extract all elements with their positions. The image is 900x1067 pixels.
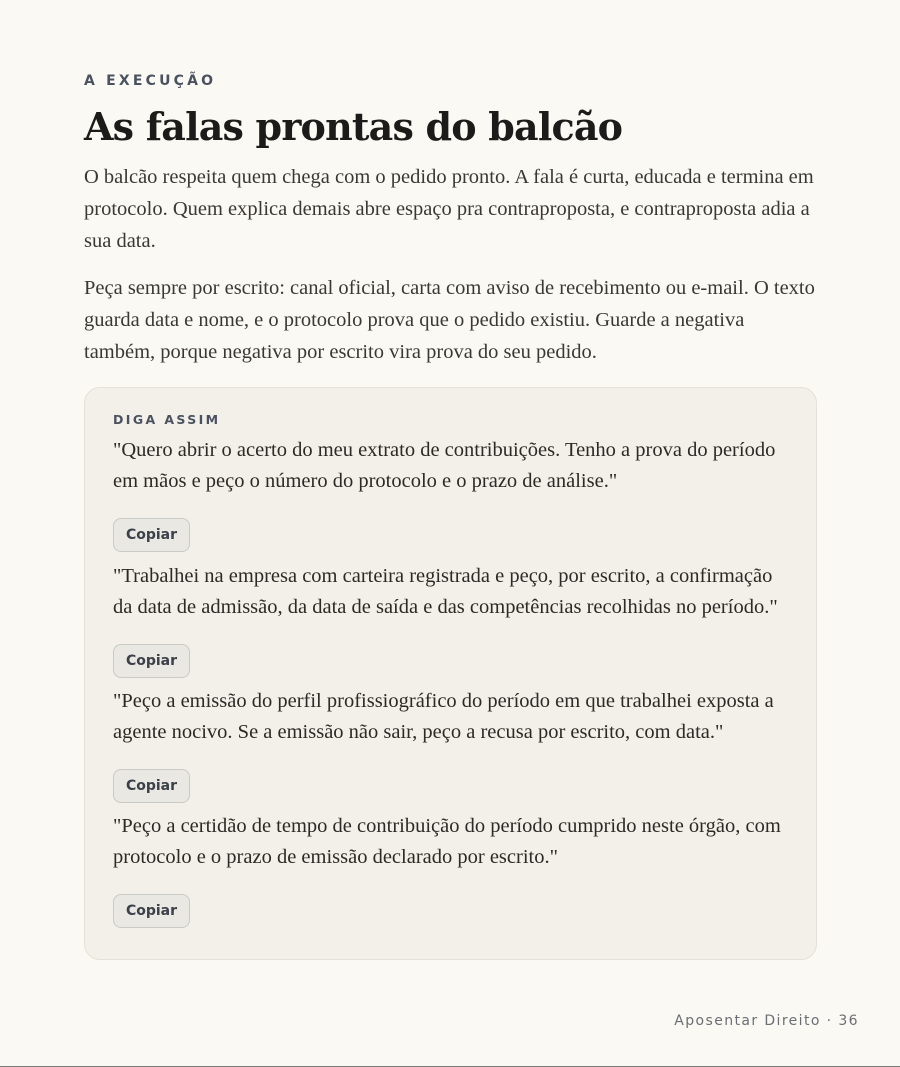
script-quote: "Quero abrir o acerto do meu extrato de contribuições. Tenho a prova do período em mãos e peço o número do protocolo e o prazo de análise." — [113, 439, 776, 492]
section-eyebrow: A EXECUÇÃO — [84, 73, 217, 89]
card-label: DIGA ASSIM — [113, 412, 221, 427]
page-title: As falas prontas do balcão — [84, 104, 623, 149]
copy-button[interactable]: Copiar — [113, 894, 190, 928]
script-quote: "Peço a emissão do perfil profissiográfico do período em que trabalhei exposta a agente nocivo. Se a emissão não sair, peço a recusa por escrito, com data." — [113, 690, 774, 743]
page-footer: Aposentar Direito · 36 — [674, 1013, 859, 1029]
intro-paragraph: O balcão respeita quem chega com o pedido pronto. A fala é curta, educada e termina em protocolo. Quem explica demais abre espaço pra contraproposta, e contraproposta adia a sua data. — [84, 166, 814, 252]
copy-button[interactable]: Copiar — [113, 518, 190, 552]
instructions-paragraph: Peça sempre por escrito: canal oficial, carta com aviso de recebimento ou e-mail. O texto guarda data e nome, e o protocolo prova que o pedido existiu. Guarde a negativa também, porque negativa por escrito vira prova do seu pedido. — [84, 277, 815, 363]
copy-button[interactable]: Copiar — [113, 769, 190, 803]
script-quote: "Trabalhei na empresa com carteira registrada e peço, por escrito, a confirmação da data de admissão, da data de saída e das competências recolhidas no período." — [113, 565, 778, 618]
copy-button[interactable]: Copiar — [113, 644, 190, 678]
script-quote: "Peço a certidão de tempo de contribuição do período cumprido neste órgão, com protocolo e o prazo de emissão declarado por escrito." — [113, 815, 781, 868]
scripts-card — [84, 387, 817, 960]
